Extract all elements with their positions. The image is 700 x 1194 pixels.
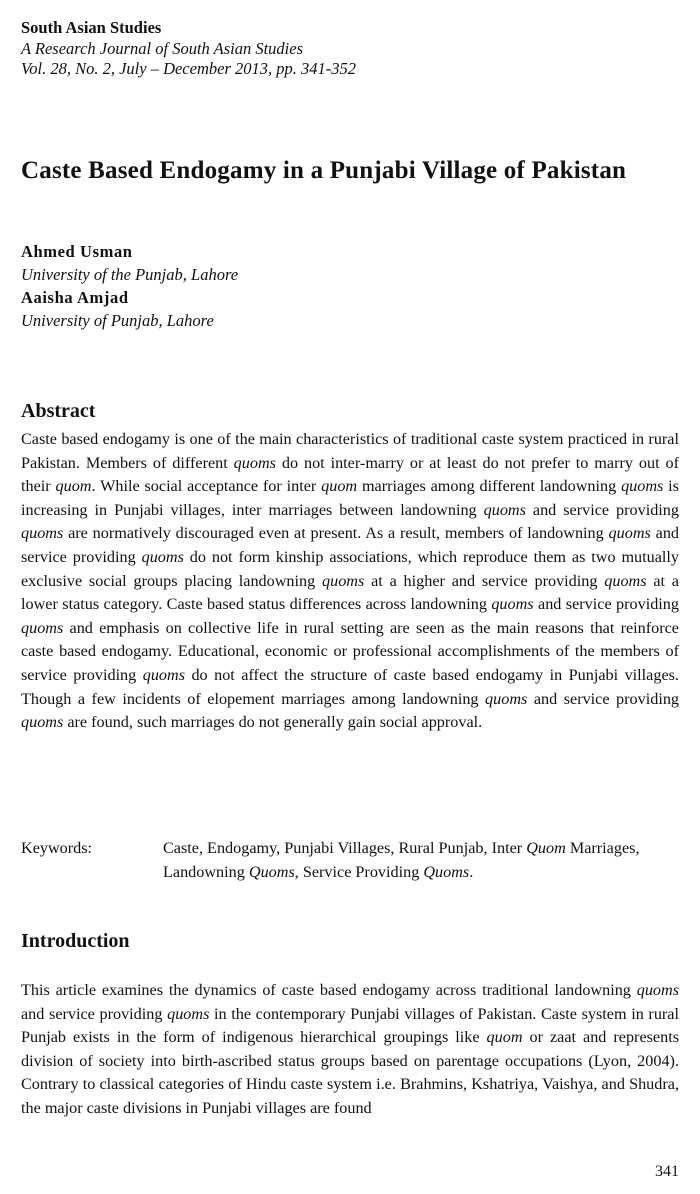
text-run: . While social acceptance for inter (91, 477, 322, 496)
text-run: and service providing (525, 500, 679, 519)
author-affiliation: University of the Punjab, Lahore (21, 265, 239, 284)
text-run: do not form kinship associations, which reproduce them as two mutually exclusive social groups placing landowning (21, 547, 679, 590)
italic-term: quoms (233, 453, 276, 472)
text-run: . (469, 862, 474, 881)
italic-term: Quoms (248, 862, 295, 881)
text-run: , Service Providing (294, 862, 424, 881)
italic-term: quoms (621, 477, 664, 496)
italic-term: Quoms (423, 862, 470, 881)
text-run: do not affect the structure of caste based endogamy in Punjabi villages. Though a few incidents of elopement marriages among landowning (21, 665, 679, 708)
text-run: do not inter-marry or at least do not prefer to marry out of their (21, 453, 679, 496)
italic-term: quoms (485, 689, 528, 708)
abstract-heading: Abstract (21, 400, 96, 422)
introduction-heading: Introduction (21, 930, 130, 952)
italic-term: quoms (322, 571, 365, 590)
introduction-body (21, 979, 679, 1121)
journal-subtitle: A Research Journal of South Asian Studies (21, 38, 304, 58)
keywords-text (163, 837, 679, 884)
text-run: and emphasis on collective life in rural setting are seen as the main reasons that reinforce caste based endogamy. Educational, economic or professional accomplishments of the members of service providing (21, 618, 679, 684)
italic-term: quom (55, 477, 92, 496)
italic-term: quoms (21, 713, 64, 732)
italic-term: quoms (167, 1004, 210, 1023)
authors-block (21, 240, 238, 332)
italic-term: quoms (608, 524, 651, 543)
italic-term: quoms (141, 547, 184, 566)
article-title: Caste Based Endogamy in a Punjabi Village of Pakistan (21, 157, 627, 184)
text-run: is increasing in Punjabi villages, inter marriages between landowning (21, 477, 679, 519)
italic-term: quoms (483, 500, 526, 519)
text-run: or zaat and represents division of society into birth-ascribed status groups based on parentage occupations (Lyon, 2004). Contrary to classical categories of Hindu caste system i.e. Brahmins, Kshatriya, Vaishya, and Shudra, the major caste divisions in Punjabi villages are found (21, 1028, 680, 1117)
italic-term: Quom (526, 839, 566, 857)
italic-term: quom (321, 477, 358, 496)
text-run: are normatively discouraged even at present. As a result, members of landowning (63, 524, 609, 543)
italic-term: quoms (21, 524, 64, 543)
italic-term: quoms (636, 981, 679, 999)
journal-issue: Vol. 28, No. 2, July – December 2013, pp. 341-352 (21, 59, 356, 78)
author-name: Aaisha Amjad (21, 288, 129, 307)
text-run: are found, such marriages do not generally gain social approval. (63, 713, 483, 732)
italic-term: quoms (21, 618, 64, 637)
italic-term: quoms (604, 571, 647, 590)
keywords-label: Keywords: (21, 839, 93, 857)
journal-header (21, 18, 356, 80)
text-run: at a higher and service providing (364, 571, 605, 590)
abstract-body (21, 428, 679, 735)
author-affiliation: University of Punjab, Lahore (21, 311, 214, 330)
italic-term: quoms (491, 595, 534, 614)
text-run: Caste based endogamy is one of the main characteristics of traditional caste system practiced in rural Pakistan. Members of different (21, 430, 679, 472)
text-run: and service providing (21, 524, 680, 566)
page-number: 341 (655, 1163, 679, 1180)
italic-term: quom (486, 1028, 523, 1047)
text-run: Caste, Endogamy, Punjabi Villages, Rural Punjab, Inter (163, 839, 527, 857)
author-name: Ahmed Usman (21, 242, 133, 261)
text-run: and service providing (21, 1004, 168, 1023)
journal-name: South Asian Studies (21, 18, 162, 37)
text-run: and service providing (533, 595, 679, 614)
text-run: Marriages, Landowning (163, 839, 640, 881)
text-run: marriages among different landowning (357, 477, 622, 496)
text-run: and service providing (527, 689, 680, 708)
text-run: in the contemporary Punjabi villages of Pakistan. Caste system in rural Punjab exists in the form of indigenous hierarchical groupings like (21, 1004, 679, 1047)
text-run: at a lower status category. Caste based status differences across landowning (21, 571, 679, 614)
text-run: This article examines the dynamics of caste based endogamy across traditional landowning (21, 981, 637, 999)
italic-term: quoms (142, 665, 185, 684)
